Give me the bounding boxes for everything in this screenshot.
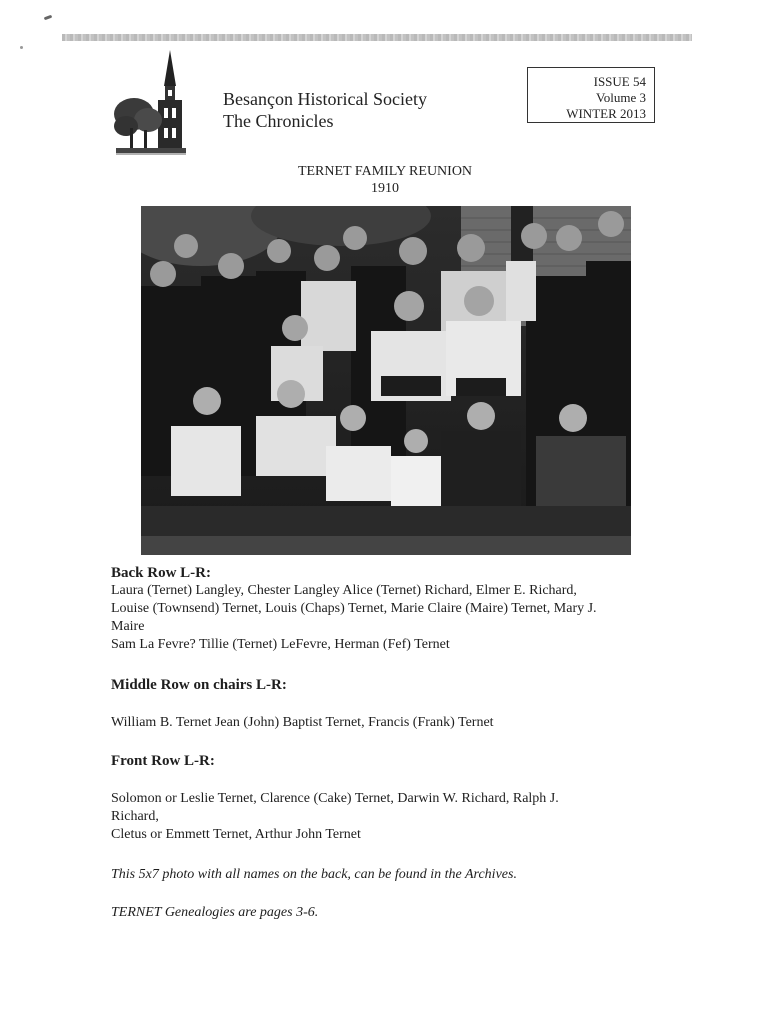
publication-name: The Chronicles: [223, 111, 334, 131]
front-row-names: Cletus or Emmett Ternet, Arthur John Ternet: [111, 827, 361, 842]
archive-note: This 5x7 photo with all names on the back, can be found in the Archives.: [111, 867, 517, 882]
back-row-names: Louise (Townsend) Ternet, Louis (Chaps) Ternet, Marie Claire (Maire) Ternet, Mary J.: [111, 601, 597, 616]
front-row-names: Solomon or Leslie Ternet, Clarence (Cake) Ternet, Darwin W. Richard, Ralph J.: [111, 791, 559, 806]
front-row-section: [111, 752, 671, 844]
article-year: 1910: [371, 181, 399, 196]
back-row-heading: Back Row L-R:: [111, 565, 211, 581]
family-group-photo: [141, 206, 631, 555]
front-row-names: Richard,: [111, 809, 159, 824]
issue-season: WINTER 2013: [566, 106, 646, 121]
genealogies-note: TERNET Genealogies are pages 3-6.: [111, 905, 319, 920]
scan-speck: [44, 15, 53, 21]
back-row-names: Sam La Fevre? Tillie (Ternet) LeFevre, Herman (Fef) Ternet: [111, 637, 450, 652]
volume-number: Volume 3: [596, 90, 646, 105]
middle-row-heading: Middle Row on chairs L-R:: [111, 677, 287, 693]
issue-box: [527, 67, 655, 123]
church-steeple-icon: [112, 48, 188, 158]
front-row-heading: Front Row L-R:: [111, 753, 215, 769]
middle-row-section: [111, 676, 671, 732]
society-heading: [223, 88, 427, 132]
header-rule: [62, 34, 692, 41]
back-row-names: Maire: [111, 619, 145, 634]
scan-speck: [20, 46, 23, 49]
back-row-section: [111, 564, 671, 654]
issue-number: ISSUE 54: [593, 74, 646, 89]
article-title-line: TERNET FAMILY REUNION: [297, 164, 473, 179]
article-title: [0, 163, 770, 197]
middle-row-names: William B. Ternet Jean (John) Baptist Ternet, Francis (Frank) Ternet: [111, 715, 494, 730]
society-name: Besançon Historical Society: [223, 89, 427, 109]
back-row-names: Laura (Ternet) Langley, Chester Langley Alice (Ternet) Richard, Elmer E. Richard,: [111, 583, 577, 598]
